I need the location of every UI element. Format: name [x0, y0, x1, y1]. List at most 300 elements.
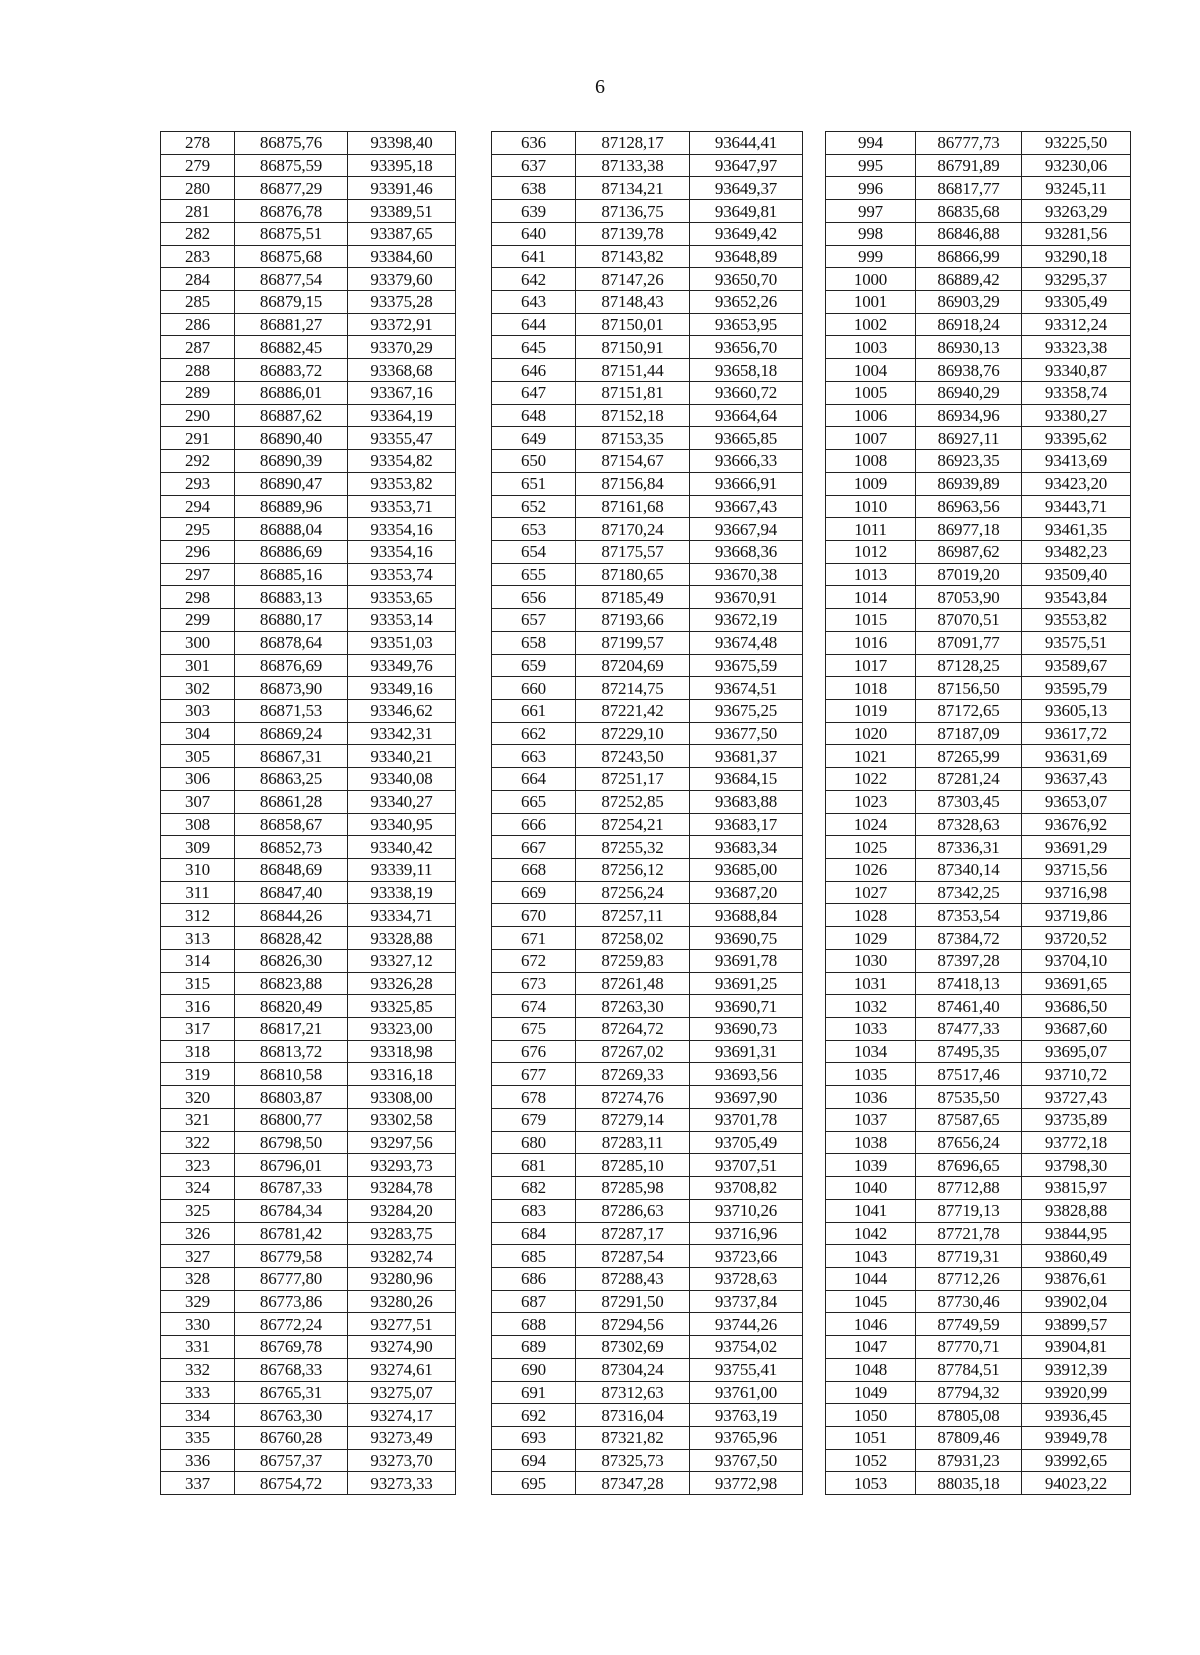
x-coordinate-cell: 86863,25	[235, 768, 348, 791]
point-number-cell: 299	[161, 609, 235, 632]
x-coordinate-cell: 86846,88	[916, 222, 1022, 245]
point-number-cell: 672	[492, 949, 576, 972]
table-row	[161, 836, 1131, 859]
point-number-cell: 314	[161, 949, 235, 972]
column-group-separator	[456, 1108, 492, 1131]
column-group-separator	[456, 381, 492, 404]
column-group-separator	[456, 859, 492, 882]
point-number-cell: 326	[161, 1222, 235, 1245]
column-group-separator	[456, 427, 492, 450]
point-number-cell: 998	[826, 222, 916, 245]
x-coordinate-cell: 87535,50	[916, 1086, 1022, 1109]
point-number-cell: 312	[161, 904, 235, 927]
y-coordinate-cell: 93707,51	[690, 1154, 803, 1177]
point-number-cell: 686	[492, 1267, 576, 1290]
column-group-separator	[803, 609, 826, 632]
column-group-separator	[803, 1108, 826, 1131]
y-coordinate-cell: 93672,19	[690, 609, 803, 632]
y-coordinate-cell: 93325,85	[348, 995, 456, 1018]
page-number: 6	[595, 76, 605, 98]
x-coordinate-cell: 87172,65	[916, 699, 1022, 722]
x-coordinate-cell: 87931,23	[916, 1449, 1022, 1472]
point-number-cell: 1000	[826, 268, 916, 291]
column-group-separator	[803, 177, 826, 200]
y-coordinate-cell: 93767,50	[690, 1449, 803, 1472]
x-coordinate-cell: 87342,25	[916, 881, 1022, 904]
point-number-cell: 657	[492, 609, 576, 632]
y-coordinate-cell: 93666,33	[690, 450, 803, 473]
table-row	[161, 1199, 1131, 1222]
point-number-cell: 1014	[826, 586, 916, 609]
x-coordinate-cell: 87287,17	[576, 1222, 690, 1245]
y-coordinate-cell: 93828,88	[1022, 1199, 1131, 1222]
table-row	[161, 631, 1131, 654]
point-number-cell: 1007	[826, 427, 916, 450]
y-coordinate-cell: 93398,40	[348, 132, 456, 155]
y-coordinate-cell: 93727,43	[1022, 1086, 1131, 1109]
point-number-cell: 1042	[826, 1222, 916, 1245]
x-coordinate-cell: 87261,48	[576, 972, 690, 995]
x-coordinate-cell: 86880,17	[235, 609, 348, 632]
column-group-separator	[803, 677, 826, 700]
point-number-cell: 1020	[826, 722, 916, 745]
point-number-cell: 662	[492, 722, 576, 745]
x-coordinate-cell: 86817,77	[916, 177, 1022, 200]
y-coordinate-cell: 93423,20	[1022, 472, 1131, 495]
x-coordinate-cell: 87175,57	[576, 540, 690, 563]
y-coordinate-cell: 93690,75	[690, 927, 803, 950]
y-coordinate-cell: 93920,99	[1022, 1381, 1131, 1404]
y-coordinate-cell: 93353,65	[348, 586, 456, 609]
point-number-cell: 292	[161, 450, 235, 473]
point-number-cell: 689	[492, 1336, 576, 1359]
x-coordinate-cell: 86887,62	[235, 404, 348, 427]
y-coordinate-cell: 93648,89	[690, 245, 803, 268]
x-coordinate-cell: 87325,73	[576, 1449, 690, 1472]
y-coordinate-cell: 93716,98	[1022, 881, 1131, 904]
column-group-separator	[803, 563, 826, 586]
x-coordinate-cell: 86779,58	[235, 1245, 348, 1268]
column-group-separator	[456, 813, 492, 836]
point-number-cell: 665	[492, 790, 576, 813]
y-coordinate-cell: 93683,88	[690, 790, 803, 813]
column-group-separator	[456, 904, 492, 927]
x-coordinate-cell: 87199,57	[576, 631, 690, 654]
point-number-cell: 1041	[826, 1199, 916, 1222]
x-coordinate-cell: 87170,24	[576, 518, 690, 541]
y-coordinate-cell: 93263,29	[1022, 200, 1131, 223]
y-coordinate-cell: 93379,60	[348, 268, 456, 291]
point-number-cell: 695	[492, 1472, 576, 1495]
y-coordinate-cell: 93652,26	[690, 291, 803, 314]
x-coordinate-cell: 87303,45	[916, 790, 1022, 813]
column-group-separator	[803, 404, 826, 427]
column-group-separator	[803, 586, 826, 609]
y-coordinate-cell: 93339,11	[348, 859, 456, 882]
point-number-cell: 647	[492, 381, 576, 404]
y-coordinate-cell: 93274,17	[348, 1404, 456, 1427]
point-number-cell: 1033	[826, 1018, 916, 1041]
table-row	[161, 222, 1131, 245]
y-coordinate-cell: 93353,74	[348, 563, 456, 586]
column-group-separator	[803, 972, 826, 995]
y-coordinate-cell: 93318,98	[348, 1040, 456, 1063]
point-number-cell: 1050	[826, 1404, 916, 1427]
y-coordinate-cell: 93280,96	[348, 1267, 456, 1290]
y-coordinate-cell: 93660,72	[690, 381, 803, 404]
x-coordinate-cell: 87053,90	[916, 586, 1022, 609]
point-number-cell: 287	[161, 336, 235, 359]
point-number-cell: 639	[492, 200, 576, 223]
column-group-separator	[456, 1018, 492, 1041]
point-number-cell: 636	[492, 132, 576, 155]
y-coordinate-cell: 93605,13	[1022, 699, 1131, 722]
x-coordinate-cell: 87712,88	[916, 1177, 1022, 1200]
point-number-cell: 655	[492, 563, 576, 586]
y-coordinate-cell: 93697,90	[690, 1086, 803, 1109]
column-group-separator	[803, 631, 826, 654]
y-coordinate-cell: 93297,56	[348, 1131, 456, 1154]
column-group-separator	[456, 404, 492, 427]
x-coordinate-cell: 87285,10	[576, 1154, 690, 1177]
x-coordinate-cell: 87336,31	[916, 836, 1022, 859]
y-coordinate-cell: 94023,22	[1022, 1472, 1131, 1495]
y-coordinate-cell: 93283,75	[348, 1222, 456, 1245]
point-number-cell: 302	[161, 677, 235, 700]
x-coordinate-cell: 86977,18	[916, 518, 1022, 541]
y-coordinate-cell: 93395,18	[348, 154, 456, 177]
point-number-cell: 670	[492, 904, 576, 927]
x-coordinate-cell: 87294,56	[576, 1313, 690, 1336]
point-number-cell: 334	[161, 1404, 235, 1427]
y-coordinate-cell: 93312,24	[1022, 313, 1131, 336]
y-coordinate-cell: 93667,43	[690, 495, 803, 518]
table-row	[161, 609, 1131, 632]
column-group-separator	[803, 745, 826, 768]
y-coordinate-cell: 93575,51	[1022, 631, 1131, 654]
table-row	[161, 859, 1131, 882]
point-number-cell: 331	[161, 1336, 235, 1359]
y-coordinate-cell: 93899,57	[1022, 1313, 1131, 1336]
table-row	[161, 1290, 1131, 1313]
column-group-separator	[803, 1131, 826, 1154]
x-coordinate-cell: 86861,28	[235, 790, 348, 813]
x-coordinate-cell: 86867,31	[235, 745, 348, 768]
column-group-separator	[803, 768, 826, 791]
column-group-separator	[803, 450, 826, 473]
table-row	[161, 677, 1131, 700]
y-coordinate-cell: 93338,19	[348, 881, 456, 904]
column-group-separator	[803, 813, 826, 836]
x-coordinate-cell: 86939,89	[916, 472, 1022, 495]
x-coordinate-cell: 87148,43	[576, 291, 690, 314]
y-coordinate-cell: 93691,29	[1022, 836, 1131, 859]
point-number-cell: 294	[161, 495, 235, 518]
table-row	[161, 1018, 1131, 1041]
x-coordinate-cell: 87259,83	[576, 949, 690, 972]
x-coordinate-cell: 86844,26	[235, 904, 348, 927]
x-coordinate-cell: 87719,31	[916, 1245, 1022, 1268]
point-number-cell: 325	[161, 1199, 235, 1222]
table-row	[161, 540, 1131, 563]
y-coordinate-cell: 93340,95	[348, 813, 456, 836]
x-coordinate-cell: 86889,42	[916, 268, 1022, 291]
column-group-separator	[803, 699, 826, 722]
y-coordinate-cell: 93389,51	[348, 200, 456, 223]
x-coordinate-cell: 87243,50	[576, 745, 690, 768]
x-coordinate-cell: 87286,63	[576, 1199, 690, 1222]
point-number-cell: 651	[492, 472, 576, 495]
y-coordinate-cell: 93631,69	[1022, 745, 1131, 768]
y-coordinate-cell: 93687,20	[690, 881, 803, 904]
table-row	[161, 1154, 1131, 1177]
x-coordinate-cell: 87152,18	[576, 404, 690, 427]
point-number-cell: 291	[161, 427, 235, 450]
x-coordinate-cell: 87229,10	[576, 722, 690, 745]
y-coordinate-cell: 93683,17	[690, 813, 803, 836]
x-coordinate-cell: 87147,26	[576, 268, 690, 291]
point-number-cell: 1023	[826, 790, 916, 813]
point-number-cell: 693	[492, 1426, 576, 1449]
x-coordinate-cell: 86866,99	[916, 245, 1022, 268]
x-coordinate-cell: 86848,69	[235, 859, 348, 882]
point-number-cell: 293	[161, 472, 235, 495]
y-coordinate-cell: 93346,62	[348, 699, 456, 722]
table-row	[161, 1313, 1131, 1336]
point-number-cell: 289	[161, 381, 235, 404]
x-coordinate-cell: 87283,11	[576, 1131, 690, 1154]
y-coordinate-cell: 93719,86	[1022, 904, 1131, 927]
x-coordinate-cell: 87134,21	[576, 177, 690, 200]
column-group-separator	[456, 1472, 492, 1495]
y-coordinate-cell: 93274,90	[348, 1336, 456, 1359]
table-row	[161, 1086, 1131, 1109]
table-row	[161, 1336, 1131, 1359]
point-number-cell: 313	[161, 927, 235, 950]
y-coordinate-cell: 93413,69	[1022, 450, 1131, 473]
table-row	[161, 1222, 1131, 1245]
y-coordinate-cell: 93461,35	[1022, 518, 1131, 541]
column-group-separator	[803, 154, 826, 177]
x-coordinate-cell: 86890,40	[235, 427, 348, 450]
x-coordinate-cell: 86817,21	[235, 1018, 348, 1041]
column-group-separator	[456, 1313, 492, 1336]
point-number-cell: 1003	[826, 336, 916, 359]
x-coordinate-cell: 87265,99	[916, 745, 1022, 768]
y-coordinate-cell: 93674,48	[690, 631, 803, 654]
x-coordinate-cell: 87264,72	[576, 1018, 690, 1041]
point-number-cell: 329	[161, 1290, 235, 1313]
y-coordinate-cell: 93690,73	[690, 1018, 803, 1041]
table-row	[161, 904, 1131, 927]
y-coordinate-cell: 93844,95	[1022, 1222, 1131, 1245]
x-coordinate-cell: 86800,77	[235, 1108, 348, 1131]
y-coordinate-cell: 93675,25	[690, 699, 803, 722]
y-coordinate-cell: 93701,78	[690, 1108, 803, 1131]
point-number-cell: 658	[492, 631, 576, 654]
table-row	[161, 654, 1131, 677]
column-group-separator	[456, 472, 492, 495]
y-coordinate-cell: 93992,65	[1022, 1449, 1131, 1472]
y-coordinate-cell: 93355,47	[348, 427, 456, 450]
y-coordinate-cell: 93273,49	[348, 1426, 456, 1449]
column-group-separator	[456, 677, 492, 700]
point-number-cell: 691	[492, 1381, 576, 1404]
y-coordinate-cell: 93695,07	[1022, 1040, 1131, 1063]
point-number-cell: 315	[161, 972, 235, 995]
point-number-cell: 677	[492, 1063, 576, 1086]
y-coordinate-cell: 93273,70	[348, 1449, 456, 1472]
x-coordinate-cell: 86876,78	[235, 200, 348, 223]
x-coordinate-cell: 87150,91	[576, 336, 690, 359]
y-coordinate-cell: 93688,84	[690, 904, 803, 927]
y-coordinate-cell: 93667,94	[690, 518, 803, 541]
column-group-separator	[803, 1154, 826, 1177]
y-coordinate-cell: 93710,26	[690, 1199, 803, 1222]
column-group-separator	[803, 1290, 826, 1313]
x-coordinate-cell: 87749,59	[916, 1313, 1022, 1336]
point-number-cell: 307	[161, 790, 235, 813]
y-coordinate-cell: 93670,38	[690, 563, 803, 586]
column-group-separator	[456, 699, 492, 722]
x-coordinate-cell: 86796,01	[235, 1154, 348, 1177]
table-row	[161, 949, 1131, 972]
table-row	[161, 1449, 1131, 1472]
x-coordinate-cell: 87128,25	[916, 654, 1022, 677]
point-number-cell: 1022	[826, 768, 916, 791]
point-number-cell: 1005	[826, 381, 916, 404]
column-group-separator	[456, 995, 492, 1018]
table-row	[161, 1358, 1131, 1381]
x-coordinate-cell: 86768,33	[235, 1358, 348, 1381]
y-coordinate-cell: 93902,04	[1022, 1290, 1131, 1313]
table-row	[161, 427, 1131, 450]
x-coordinate-cell: 86923,35	[916, 450, 1022, 473]
point-number-cell: 283	[161, 245, 235, 268]
point-number-cell: 281	[161, 200, 235, 223]
y-coordinate-cell: 93681,37	[690, 745, 803, 768]
point-number-cell: 648	[492, 404, 576, 427]
x-coordinate-cell: 86875,59	[235, 154, 348, 177]
y-coordinate-cell: 93340,42	[348, 836, 456, 859]
point-number-cell: 997	[826, 200, 916, 223]
point-number-cell: 668	[492, 859, 576, 882]
y-coordinate-cell: 93273,33	[348, 1472, 456, 1495]
y-coordinate-cell: 93691,25	[690, 972, 803, 995]
y-coordinate-cell: 93543,84	[1022, 586, 1131, 609]
y-coordinate-cell: 93676,92	[1022, 813, 1131, 836]
point-number-cell: 290	[161, 404, 235, 427]
x-coordinate-cell: 87281,24	[916, 768, 1022, 791]
x-coordinate-cell: 87258,02	[576, 927, 690, 950]
y-coordinate-cell: 93670,91	[690, 586, 803, 609]
column-group-separator	[456, 291, 492, 314]
table-row	[161, 699, 1131, 722]
point-number-cell: 641	[492, 245, 576, 268]
column-group-separator	[456, 1154, 492, 1177]
point-number-cell: 674	[492, 995, 576, 1018]
x-coordinate-cell: 87461,40	[916, 995, 1022, 1018]
y-coordinate-cell: 93282,74	[348, 1245, 456, 1268]
column-group-separator	[456, 1267, 492, 1290]
column-group-separator	[803, 1449, 826, 1472]
x-coordinate-cell: 86903,29	[916, 291, 1022, 314]
x-coordinate-cell: 87156,50	[916, 677, 1022, 700]
y-coordinate-cell: 93666,91	[690, 472, 803, 495]
table-row	[161, 1040, 1131, 1063]
point-number-cell: 306	[161, 768, 235, 791]
y-coordinate-cell: 93370,29	[348, 336, 456, 359]
column-group-separator	[803, 949, 826, 972]
x-coordinate-cell: 86877,29	[235, 177, 348, 200]
y-coordinate-cell: 93353,71	[348, 495, 456, 518]
column-group-separator	[803, 540, 826, 563]
table-row	[161, 132, 1131, 155]
x-coordinate-cell: 86760,28	[235, 1426, 348, 1449]
point-number-cell: 337	[161, 1472, 235, 1495]
x-coordinate-cell: 86826,30	[235, 949, 348, 972]
x-coordinate-cell: 88035,18	[916, 1472, 1022, 1495]
column-group-separator	[803, 132, 826, 155]
x-coordinate-cell: 87805,08	[916, 1404, 1022, 1427]
x-coordinate-cell: 86820,49	[235, 995, 348, 1018]
coordinates-table-body	[161, 132, 1131, 1495]
point-number-cell: 1011	[826, 518, 916, 541]
x-coordinate-cell: 87418,13	[916, 972, 1022, 995]
x-coordinate-cell: 86875,68	[235, 245, 348, 268]
x-coordinate-cell: 86878,64	[235, 631, 348, 654]
x-coordinate-cell: 86886,69	[235, 540, 348, 563]
table-row	[161, 359, 1131, 382]
column-group-separator	[803, 518, 826, 541]
point-number-cell: 640	[492, 222, 576, 245]
point-number-cell: 673	[492, 972, 576, 995]
column-group-separator	[456, 1199, 492, 1222]
table-row	[161, 518, 1131, 541]
point-number-cell: 1034	[826, 1040, 916, 1063]
point-number-cell: 1025	[826, 836, 916, 859]
y-coordinate-cell: 93644,41	[690, 132, 803, 155]
y-coordinate-cell: 93949,78	[1022, 1426, 1131, 1449]
x-coordinate-cell: 86798,50	[235, 1131, 348, 1154]
point-number-cell: 1046	[826, 1313, 916, 1336]
y-coordinate-cell: 93668,36	[690, 540, 803, 563]
column-group-separator	[456, 927, 492, 950]
y-coordinate-cell: 93372,91	[348, 313, 456, 336]
point-number-cell: 1004	[826, 359, 916, 382]
column-group-separator	[456, 1063, 492, 1086]
x-coordinate-cell: 86823,88	[235, 972, 348, 995]
table-row	[161, 586, 1131, 609]
point-number-cell: 318	[161, 1040, 235, 1063]
y-coordinate-cell: 93334,71	[348, 904, 456, 927]
x-coordinate-cell: 87187,09	[916, 722, 1022, 745]
x-coordinate-cell: 87316,04	[576, 1404, 690, 1427]
y-coordinate-cell: 93675,59	[690, 654, 803, 677]
column-group-separator	[803, 495, 826, 518]
y-coordinate-cell: 93245,11	[1022, 177, 1131, 200]
x-coordinate-cell: 87784,51	[916, 1358, 1022, 1381]
x-coordinate-cell: 86858,67	[235, 813, 348, 836]
point-number-cell: 301	[161, 654, 235, 677]
column-group-separator	[456, 609, 492, 632]
table-row	[161, 1245, 1131, 1268]
point-number-cell: 687	[492, 1290, 576, 1313]
y-coordinate-cell: 93665,85	[690, 427, 803, 450]
column-group-separator	[803, 1381, 826, 1404]
point-number-cell: 667	[492, 836, 576, 859]
x-coordinate-cell: 87143,82	[576, 245, 690, 268]
